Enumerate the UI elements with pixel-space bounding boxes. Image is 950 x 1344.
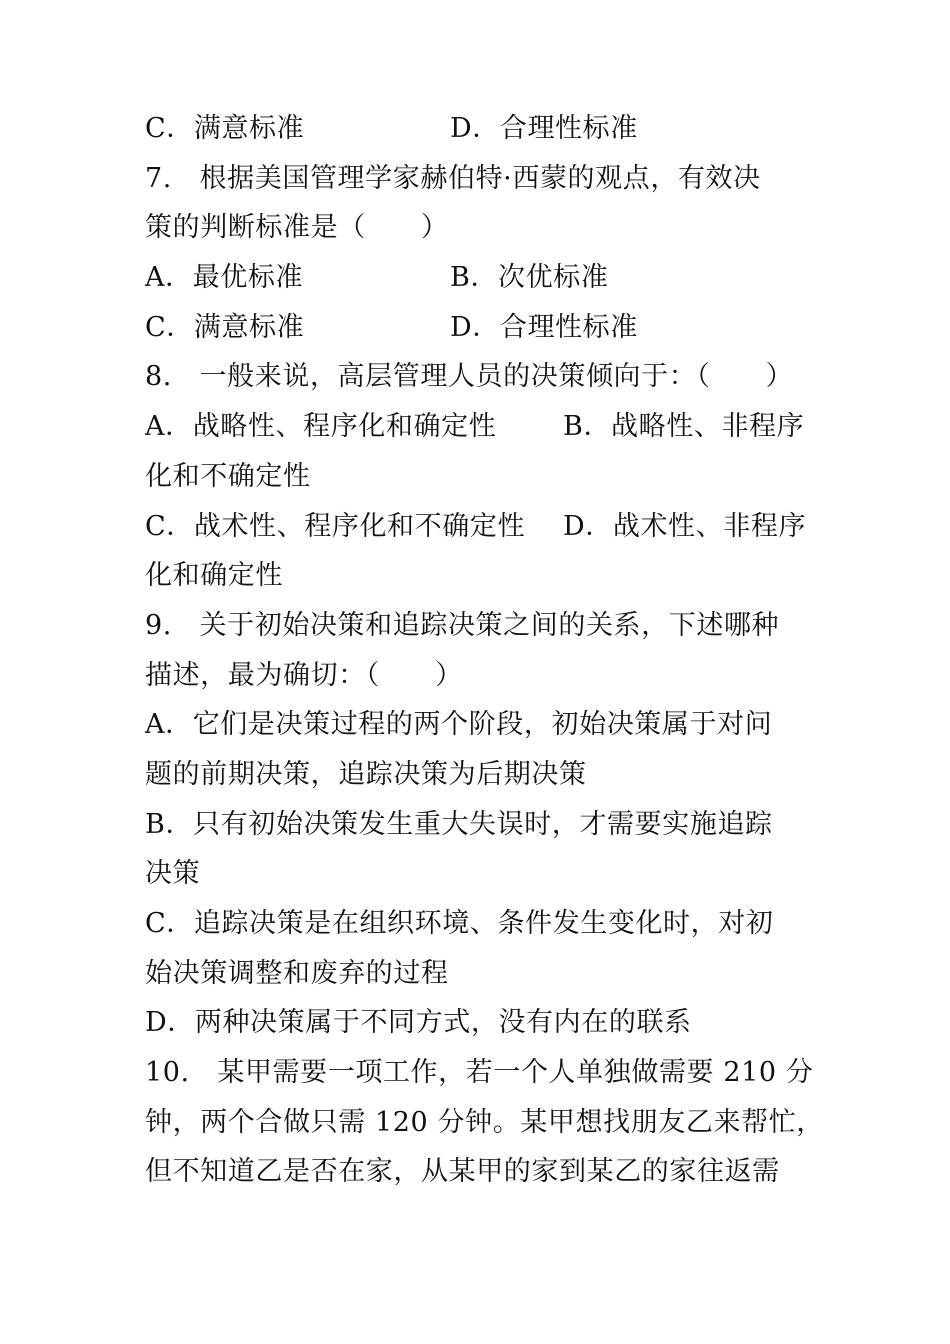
q8-options-ab: [145, 402, 810, 452]
q7-options-ab: [145, 253, 810, 303]
q9-stem-line1: 9. 关于初始决策和追踪决策之间的关系，下述哪种: [145, 609, 780, 641]
q7-option-d: D．合理性标准: [450, 311, 638, 343]
q8-option-d-cont: 化和确定性: [145, 560, 283, 592]
q7-option-b: B．次优标准: [450, 262, 609, 294]
q10-line2: 钟，两个合做只需 120 分钟。某甲想找朋友乙来帮忙，: [145, 1106, 824, 1138]
q7-option-a: A．最优标准: [145, 262, 304, 294]
q9-option-a-line2: 题的前期决策，追踪决策为后期决策: [145, 758, 587, 790]
q7-stem-line1: 7. 根据美国管理学家赫伯特·西蒙的观点，有效决: [145, 162, 761, 194]
q7-option-c: C．满意标准: [145, 311, 305, 343]
q6-option-c: C．满意标准: [145, 113, 305, 144]
q8-option-d: D．战术性、非程序: [563, 510, 807, 542]
q9-option-a-line1: A．它们是决策过程的两个阶段，初始决策属于对问: [145, 709, 773, 741]
q8-option-a: A．战略性、程序化和确定性: [145, 411, 497, 443]
q9-option-d: D．两种决策属于不同方式，没有内在的联系: [145, 1007, 692, 1039]
q7-options-cd: [145, 303, 810, 353]
document-page: [145, 104, 824, 1197]
q9-stem-line2: 描述，最为确切：（ ）: [145, 659, 463, 691]
q8-option-b: B．战略性、非程序: [563, 411, 805, 443]
q9-option-b-line2: 决策: [145, 858, 201, 890]
q8-stem: 8. 一般来说，高层管理人员的决策倾向于：（ ）: [145, 361, 794, 393]
q10-line3: 但不知道乙是否在家，从某甲的家到某乙的家往返需: [145, 1156, 780, 1188]
q6-option-d: D．合理性标准: [450, 113, 638, 144]
q6-options-cd: [145, 104, 810, 154]
q8-option-b-cont: 化和不确定性: [145, 460, 311, 492]
q9-option-b-line1: B．只有初始决策发生重大失误时，才需要实施追踪: [145, 808, 773, 840]
q8-options-cd: [145, 502, 810, 552]
q10-line1: 10. 某甲需要一项工作，若一个人单独做需要 210 分: [145, 1057, 814, 1089]
q9-option-c-line2: 始决策调整和废弃的过程: [145, 957, 449, 989]
q8-option-c: C．战术性、程序化和不确定性: [145, 510, 526, 542]
q9-option-c-line1: C．追踪决策是在组织环境、条件发生变化时，对初: [145, 908, 774, 939]
q7-stem-line2: 策的判断标准是（ ）: [145, 212, 449, 244]
